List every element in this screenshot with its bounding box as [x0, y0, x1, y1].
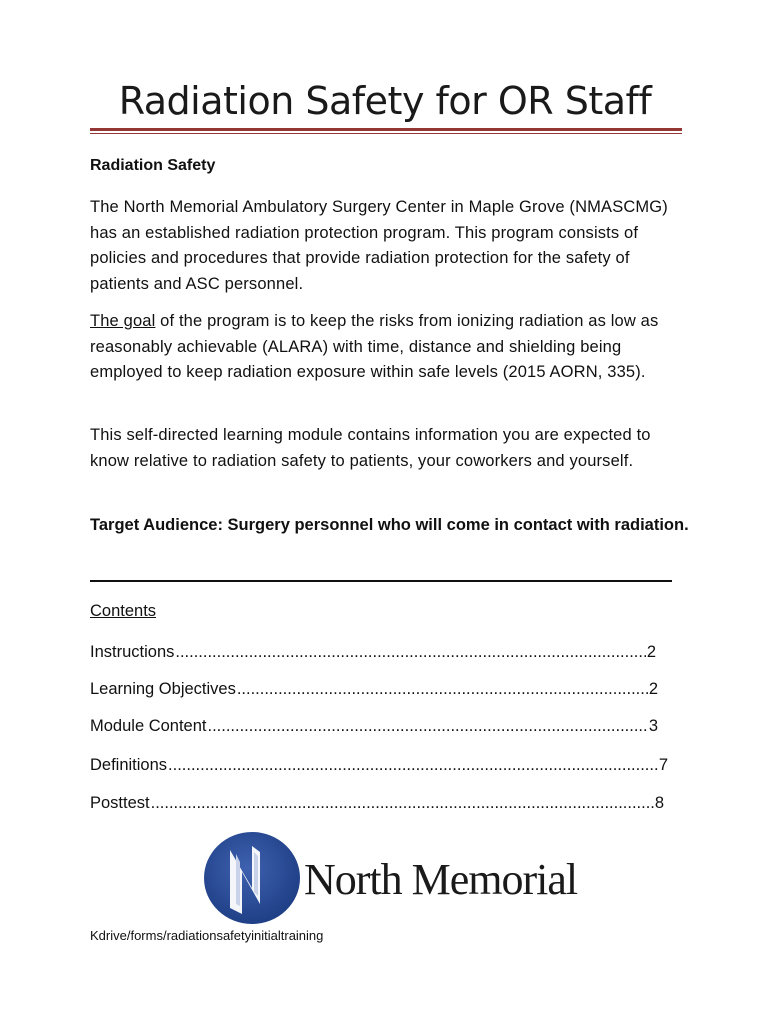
toc-page-number: 2	[648, 680, 658, 698]
title-rule-thin	[90, 133, 682, 134]
toc-leader	[175, 640, 645, 664]
north-memorial-logo	[200, 832, 580, 928]
toc-label: Instructions	[90, 643, 175, 661]
toc-leader	[168, 753, 658, 777]
toc-entry-instructions[interactable]	[90, 640, 656, 664]
toc-page-number: 2	[646, 643, 656, 661]
toc-leader	[151, 791, 654, 815]
section-heading: Radiation Safety	[90, 157, 216, 174]
toc-entry-learning-objectives[interactable]	[90, 677, 658, 701]
footer-path: Kdrive/forms/radiationsafetyinitialtraining	[90, 928, 324, 943]
toc-leader	[208, 714, 648, 738]
toc-page-number: 8	[654, 794, 664, 812]
module-paragraph: This self-directed learning module contains information you are expected to know relative to radiation safety to patients, your coworkers and yourself.	[90, 426, 651, 470]
toc-page-number: 3	[648, 717, 658, 735]
logo-wordmark: North Memorial	[304, 855, 578, 904]
toc-label: Posttest	[90, 794, 150, 812]
toc-leader	[237, 677, 648, 701]
intro-paragraph: The North Memorial Ambulatory Surgery Center in Maple Grove (NMASCMG) has an established radiation protection program. This program consists of policies and procedures that provide radiation protection for the safety of patients and ASC personnel.	[90, 198, 668, 293]
toc-entry-posttest[interactable]	[90, 791, 664, 815]
title-rule	[90, 128, 682, 131]
page-title: Radiation Safety for OR Staff	[118, 79, 652, 123]
target-audience: Target Audience: Surgery personnel who will come in contact with radiation.	[90, 516, 689, 534]
toc-entry-definitions[interactable]	[90, 753, 668, 777]
goal-paragraph	[90, 309, 690, 386]
goal-lead: The goal	[90, 312, 156, 330]
toc-label: Learning Objectives	[90, 680, 236, 698]
toc-label: Module Content	[90, 717, 207, 735]
toc-entry-module-content[interactable]	[90, 714, 658, 738]
toc-label: Definitions	[90, 756, 168, 774]
section-divider	[90, 580, 672, 582]
contents-heading: Contents	[90, 602, 157, 620]
goal-text: of the program is to keep the risks from ionizing radiation as low as reasonably achievable (ALARA) with time, distance and shielding being employed to keep radiation exposure within safe levels (2015 AORN, 335).	[90, 312, 659, 381]
toc-page-number: 7	[658, 756, 668, 774]
